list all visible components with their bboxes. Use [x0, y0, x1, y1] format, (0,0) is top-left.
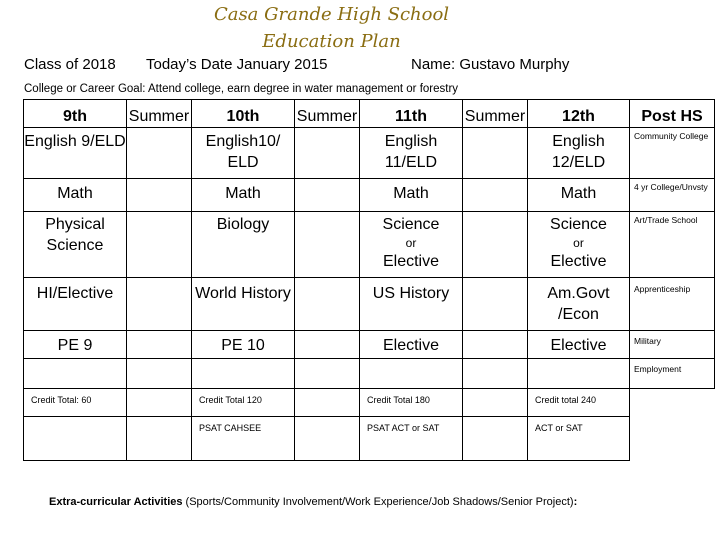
row-tests	[24, 417, 715, 461]
summer-cell	[463, 278, 528, 331]
summer-cell	[127, 212, 192, 278]
summer-cell	[463, 417, 528, 461]
summer-cell	[295, 389, 360, 417]
post-community-college: Community College	[630, 128, 715, 179]
tests-12: ACT or SAT	[528, 417, 630, 461]
extracurricular-colon: :	[573, 496, 578, 508]
summer-cell	[295, 179, 360, 212]
col-summer-3: Summer	[463, 100, 528, 128]
summer-cell	[127, 278, 192, 331]
history-10: World History	[192, 278, 295, 331]
math-9: Math	[24, 179, 127, 212]
math-11: Math	[360, 179, 463, 212]
science-12-or: or	[573, 236, 584, 250]
blank-cell	[24, 359, 127, 389]
col-summer-2: Summer	[295, 100, 360, 128]
row-math	[24, 179, 715, 212]
post-employment: Employment	[630, 359, 715, 389]
plan-title: Education Plan	[262, 31, 401, 52]
student-name: Name: Gustavo Murphy	[411, 56, 570, 73]
post-art-trade-school: Art/Trade School	[630, 212, 715, 278]
science-11-b: Elective	[382, 253, 440, 270]
empty-cell	[630, 389, 715, 417]
col-post-hs: Post HS	[630, 100, 715, 128]
history-9: HI/Elective	[24, 278, 127, 331]
science-12-b: Elective	[550, 253, 607, 270]
summer-cell	[295, 331, 360, 359]
post-military: Military	[630, 331, 715, 359]
summer-cell	[295, 417, 360, 461]
pe-12: Elective	[528, 331, 630, 359]
summer-cell	[295, 359, 360, 389]
summer-cell	[463, 359, 528, 389]
tests-11: PSAT ACT or SAT	[360, 417, 463, 461]
summer-cell	[127, 359, 192, 389]
credit-total-10: Credit Total 120	[192, 389, 295, 417]
summer-cell	[127, 128, 192, 179]
blank-cell	[528, 359, 630, 389]
class-of: Class of 2018	[24, 56, 116, 73]
tests-9	[24, 417, 127, 461]
summer-cell	[463, 389, 528, 417]
header-row	[24, 100, 715, 128]
math-10: Math	[192, 179, 295, 212]
blank-cell	[360, 359, 463, 389]
english-10: English10/ ELD	[192, 128, 295, 179]
todays-date: Today’s Date January 2015	[146, 56, 328, 73]
summer-cell	[295, 128, 360, 179]
science-11	[360, 212, 463, 278]
row-english	[24, 128, 715, 179]
extracurricular-label: Extra-curricular Activities	[49, 496, 183, 508]
credit-total-11: Credit Total 180	[360, 389, 463, 417]
summer-cell	[127, 389, 192, 417]
science-11-a: Science	[382, 216, 440, 233]
col-summer-1: Summer	[127, 100, 192, 128]
science-12	[528, 212, 630, 278]
empty-cell	[630, 417, 715, 461]
english-11: English 11/ELD	[360, 128, 463, 179]
col-11th: 11th	[360, 100, 463, 128]
post-apprenticeship: Apprenticeship	[630, 278, 715, 331]
summer-cell	[463, 212, 528, 278]
school-name: Casa Grande High School	[213, 4, 450, 25]
history-11: US History	[360, 278, 463, 331]
post-4yr-college: 4 yr College/Unvsty	[630, 179, 715, 212]
summer-cell	[127, 331, 192, 359]
extracurricular-detail: (Sports/Community Involvement/Work Experience/Job Shadows/Senior Project)	[182, 496, 574, 508]
col-9th: 9th	[24, 100, 127, 128]
science-12-a: Science	[550, 216, 607, 233]
science-10: Biology	[192, 212, 295, 278]
science-9: Physical Science	[24, 212, 127, 278]
col-10th: 10th	[192, 100, 295, 128]
blank-cell	[192, 359, 295, 389]
history-12: Am.Govt /Econ	[528, 278, 630, 331]
pe-9: PE 9	[24, 331, 127, 359]
extracurricular-activities	[49, 496, 577, 508]
row-pe	[24, 331, 715, 359]
credit-total-9: Credit Total: 60	[24, 389, 127, 417]
summer-cell	[295, 278, 360, 331]
education-plan-table	[23, 99, 715, 461]
tests-10: PSAT CAHSEE	[192, 417, 295, 461]
col-12th: 12th	[528, 100, 630, 128]
pe-10: PE 10	[192, 331, 295, 359]
pe-11: Elective	[360, 331, 463, 359]
science-11-or: or	[405, 236, 417, 250]
summer-cell	[463, 331, 528, 359]
row-credits	[24, 389, 715, 417]
summer-cell	[295, 212, 360, 278]
row-blank	[24, 359, 715, 389]
summer-cell	[463, 128, 528, 179]
row-history	[24, 278, 715, 331]
summer-cell	[127, 179, 192, 212]
row-science	[24, 212, 715, 278]
english-12: English 12/ELD	[528, 128, 630, 179]
math-12: Math	[528, 179, 630, 212]
summer-cell	[463, 179, 528, 212]
summer-cell	[127, 417, 192, 461]
career-goal: College or Career Goal: Attend college, earn degree in water management or forestry	[24, 83, 459, 95]
english-9: English 9/ELD	[24, 128, 127, 179]
credit-total-12: Credit total 240	[528, 389, 630, 417]
